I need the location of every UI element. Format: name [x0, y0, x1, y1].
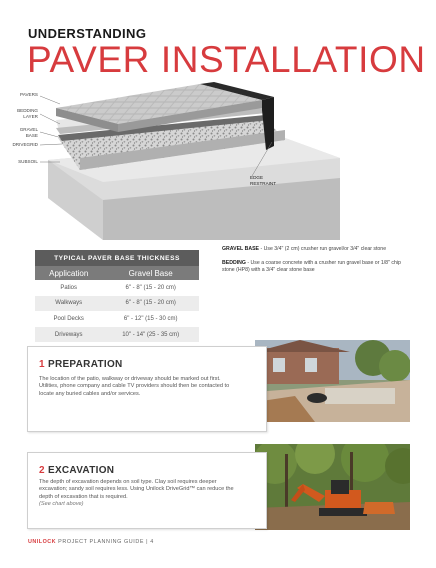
table-header-gravel-base: Gravel Base	[102, 266, 199, 280]
page-title: PAVER INSTALLATION	[27, 39, 426, 80]
diagram-label-subsoil: SUBSOIL	[18, 159, 38, 164]
preparation-photo	[255, 340, 410, 422]
step-number: 2	[39, 465, 45, 476]
table-row	[35, 296, 199, 312]
paver-cross-section-diagram	[0, 0, 436, 250]
table-cell: 6" - 12" (15 - 30 cm)	[102, 311, 199, 327]
table-cell: Pool Decks	[35, 311, 102, 327]
step-card-excavation	[27, 452, 267, 529]
table-cell: 6" - 8" (15 - 20 cm)	[102, 296, 199, 312]
table-row	[35, 327, 199, 343]
footer-guide: PROJECT PLANNING GUIDE	[58, 539, 145, 545]
footer-separator: |	[146, 539, 149, 545]
note-bedding	[222, 260, 412, 274]
step-number: 1	[39, 359, 45, 370]
step-body	[39, 479, 237, 509]
note-term: BEDDING	[222, 260, 246, 266]
diagram-label-edge-restraint: EDGE RESTRAINT	[250, 175, 277, 186]
footer-brand: UNILOCK	[28, 539, 57, 545]
table-cell: Driveways	[35, 327, 102, 343]
table-cell: Walkways	[35, 296, 102, 312]
note-term: GRAVEL BASE	[222, 246, 259, 252]
note-text: - Use a coarse concrete with a crusher run gravel base or 1/8" chip stone (HP8) with a 3/4" clear stone base	[222, 260, 401, 273]
table-cell: 6" - 8" (15 - 20 cm)	[102, 280, 199, 296]
diagram-label-pavers: PAVERS	[20, 92, 38, 97]
table-header-application: Application	[35, 266, 102, 280]
diagram-label-gravel-base: GRAVEL BASE	[19, 127, 38, 138]
step-note: (See chart above)	[39, 501, 84, 508]
table-caption: TYPICAL PAVER BASE THICKNESS	[35, 250, 199, 266]
excavation-photo	[255, 444, 410, 530]
table-row	[35, 280, 199, 296]
page-number: 4	[150, 539, 154, 545]
section-kicker: UNDERSTANDING	[28, 26, 147, 41]
step-card-preparation	[27, 346, 267, 432]
note-text: - Use 3/4" (2 cm) crusher run gravel/or 3/4" clear stone	[259, 246, 387, 252]
step-title	[39, 359, 123, 370]
step-title	[39, 465, 114, 476]
page-footer	[28, 539, 154, 545]
table-cell: 10" - 14" (25 - 35 cm)	[102, 327, 199, 343]
note-gravel-base	[222, 246, 412, 253]
base-thickness-table	[35, 250, 199, 342]
step-body-text: The depth of excavation depends on soil type. Clay soil requires deeper excavation; sandy soil requires less. Using Unilock DriveGrid™ can reduce the depth of excavation that is required.	[39, 479, 234, 500]
step-title-text: PREPARATION	[47, 359, 123, 370]
table-row	[35, 311, 199, 327]
table-cell: Patios	[35, 280, 102, 296]
diagram-label-bedding: BEDDING LAYER	[17, 108, 38, 119]
diagram-label-drivegrid: DRIVEGRID	[12, 142, 38, 147]
step-title-text: EXCAVATION	[47, 465, 115, 476]
step-body: The location of the patio, walkway or driveway should be marked out first. Utilities, phone company and cable TV providers should then be contacted to locate any buried cables and/or services.	[39, 376, 230, 397]
